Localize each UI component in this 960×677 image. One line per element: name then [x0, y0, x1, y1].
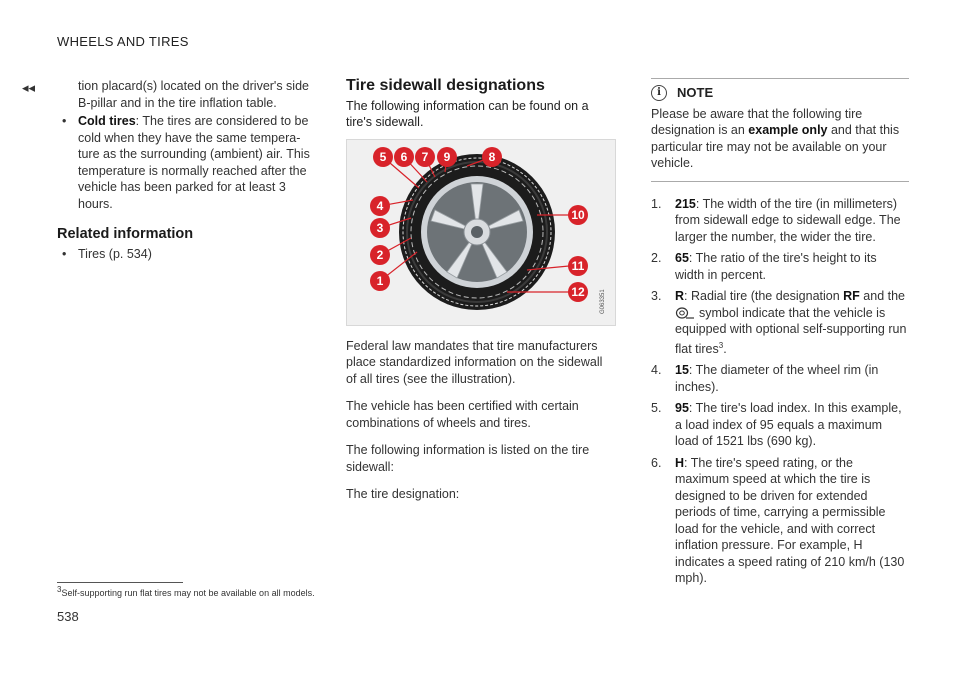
- continued-from-previous-page-marker[interactable]: ◂◂: [22, 80, 36, 95]
- bullet-dot: •: [62, 114, 67, 128]
- callout-label: 10: [571, 207, 585, 222]
- list-item: [651, 250, 909, 283]
- cold-tires-text: : The tires are considered to be cold when they have the same temperature as the surrounding (ambient) air. This temperature is normally reached after the vehicle has been parked for at least 3 hours.: [78, 114, 310, 211]
- item-number: 4.: [651, 363, 662, 378]
- item-number: 5.: [651, 401, 662, 416]
- item-text: : The tire's load index. In this example, a load index of 95 equals a maximum load of 1521 lbs (690 kg).: [675, 401, 902, 449]
- footnote-mark: 3: [57, 585, 62, 594]
- info-icon: i: [651, 85, 667, 101]
- item-key: 65: [675, 251, 689, 265]
- callout-label: 6: [400, 149, 408, 164]
- footnote-ref[interactable]: 3: [718, 340, 724, 350]
- footnote-divider: [57, 582, 183, 583]
- paragraph: The following information is listed on the tire sidewall:: [346, 443, 590, 474]
- callout-label: 3: [376, 220, 384, 235]
- note-text: Please be aware that the following tire designation is an: [651, 106, 863, 137]
- image-code: G063351: [600, 288, 606, 314]
- list-item: [651, 288, 909, 357]
- callout-label: 2: [376, 247, 384, 262]
- callout-label: 11: [571, 258, 585, 273]
- column-1: [57, 78, 317, 262]
- column-3: [651, 78, 909, 592]
- item-text: : The ratio of the tire's height to its width in percent.: [675, 251, 877, 282]
- item-text: .: [723, 341, 727, 356]
- section-title: Tire sidewall designations: [346, 77, 545, 94]
- item-key: RF: [843, 289, 860, 303]
- item-number: 3.: [651, 289, 662, 303]
- section-lead: The following information can be found on a tire's sidewall.: [346, 98, 589, 129]
- list-item: [651, 362, 909, 395]
- item-key: 215: [675, 196, 696, 211]
- paragraph: Federal law mandates that tire manufacturers place standardized information on the sidewall of all tires (see the illustration).: [346, 338, 603, 386]
- item-number: 1.: [651, 196, 662, 211]
- cold-tires-label: Cold tires: [78, 114, 136, 128]
- cold-tires-item: [57, 113, 317, 212]
- note-emphasis: example only: [748, 123, 828, 137]
- callout-label: 12: [571, 284, 585, 299]
- designation-list: [651, 196, 909, 587]
- run-flat-tire-icon: [675, 307, 695, 319]
- list-item: [651, 455, 909, 587]
- bullet-dot: •: [62, 246, 67, 261]
- note-body: [651, 106, 901, 172]
- related-link-tires[interactable]: Tires (p. 534): [78, 246, 152, 261]
- section-header: WHEELS AND TIRES: [57, 34, 189, 49]
- callout-label: 1: [376, 273, 384, 288]
- item-key: 15: [675, 363, 689, 378]
- item-key: R: [675, 289, 685, 303]
- list-item: [651, 196, 909, 246]
- footnote: [57, 585, 315, 598]
- callout-label: 9: [443, 149, 451, 164]
- item-number: 2.: [651, 251, 662, 265]
- callout-label: 7: [421, 149, 429, 164]
- callout-label: 5: [379, 149, 387, 164]
- item-text: : The diameter of the wheel rim (in inches).: [675, 363, 879, 394]
- callout-label: 4: [376, 198, 384, 213]
- continued-text: tion placard(s) located on the driver's side B-pillar and in the tire inflation table.: [78, 79, 309, 110]
- paragraph: The tire designation:: [346, 487, 460, 501]
- paragraph: The vehicle has been certified with certain combinations of wheels and tires.: [346, 399, 579, 430]
- item-text: symbol indicate that the vehicle is equipped with optional self-supporting run flat tires: [675, 305, 907, 356]
- related-item: [57, 246, 317, 263]
- related-information-heading: Related information: [57, 226, 194, 242]
- item-text: : The tire's speed rating, or the maximum speed at which the tire is designed to be driven for extended periods of time, carrying a permissible load for the vehicle, and with correct inflation pressure. For example, H indicates a speed rating of 210 km/h (130 mph).: [675, 455, 905, 586]
- item-number: 6.: [651, 455, 662, 470]
- item-key: H: [675, 455, 685, 470]
- callout-label: 8: [488, 149, 496, 164]
- note-title: NOTE: [677, 85, 714, 100]
- note-header: [651, 85, 901, 102]
- page-number: 538: [57, 609, 79, 624]
- item-text: and the: [859, 289, 906, 303]
- item-text: : The width of the tire (in millimeters) from sidewall edge to sidewall edge. The larger the number, the wider the tire.: [675, 196, 901, 244]
- item-text: : Radial tire (the designation: [684, 289, 844, 303]
- column-2: [346, 78, 616, 514]
- note-box: [651, 78, 909, 182]
- list-item: [651, 400, 909, 450]
- item-key: 95: [675, 401, 689, 416]
- tire-sidewall-illustration: [346, 139, 616, 326]
- note-text: and that this particular tire may not be available on your vehicle.: [651, 123, 900, 170]
- footnote-text: Self-supporting run flat tires may not be available on all models.: [61, 588, 315, 598]
- tire-diagram: [347, 140, 615, 325]
